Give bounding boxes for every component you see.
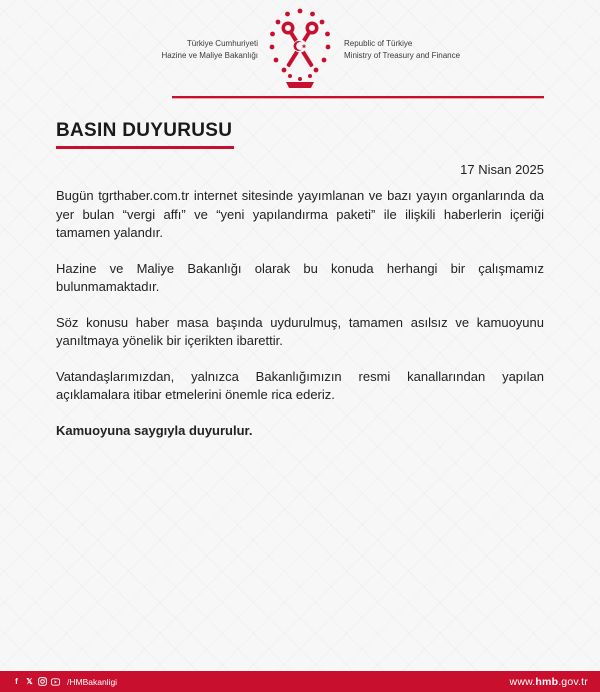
letterhead bbox=[0, 0, 600, 100]
ministry-emblem-icon bbox=[262, 6, 338, 90]
social-handle[interactable]: /HMBakanligi bbox=[67, 676, 118, 687]
website-suffix: .gov.tr bbox=[558, 675, 588, 688]
instagram-icon[interactable] bbox=[38, 677, 47, 686]
youtube-icon[interactable] bbox=[51, 677, 60, 686]
social-links bbox=[12, 671, 117, 692]
header-divider-shadow bbox=[172, 98, 544, 99]
paragraph-3: Söz konusu haber masa başında uydurulmuş, tamamen asılsız ve kamuoyunu yanıltmaya yönelik bir içerikten ibarettir. bbox=[56, 314, 544, 348]
paragraph-2: Hazine ve Maliye Bakanlığı olarak bu konuda herhangi bir çalışmamız bulunmamaktadır. bbox=[56, 260, 544, 294]
ministry-tr-line1: Türkiye Cumhuriyeti bbox=[186, 39, 258, 48]
ministry-name-turkish bbox=[58, 38, 258, 62]
website-link[interactable] bbox=[510, 671, 588, 692]
paragraph-1: Bugün tgrthaber.com.tr internet sitesinde yayımlanan ve bazı yayın organlarında da yer bulan “vergi affı” ve “yeni yapılandırma paketi” ile ilişkili haberlerin içeriği tamamen yalandır. bbox=[56, 188, 544, 240]
x-icon[interactable]: 𝕏 bbox=[26, 677, 33, 686]
facebook-icon[interactable]: f bbox=[15, 677, 18, 686]
announcement-body bbox=[56, 187, 544, 457]
website-prefix: www. bbox=[509, 675, 536, 688]
paragraph-4: Vatandaşlarımızdan, yalnızca Bakanlığımızın resmi kanallarından yapılan açıklamalara itibar etmelerini önemle rica ederiz. bbox=[56, 368, 544, 402]
ministry-en-line1: Republic of Türkiye bbox=[344, 39, 413, 48]
website-domain: hmb bbox=[535, 675, 559, 688]
ministry-name-english bbox=[344, 38, 544, 62]
closing-statement: Kamuoyuna saygıyla duyurulur. bbox=[56, 422, 253, 438]
document-date: 17 Nisan 2025 bbox=[460, 162, 544, 177]
ministry-en-line2: Ministry of Treasury and Finance bbox=[344, 51, 461, 60]
ministry-tr-line2: Hazine ve Maliye Bakanlığı bbox=[161, 51, 258, 60]
footer-bar bbox=[0, 671, 600, 692]
title-underline bbox=[56, 146, 234, 149]
document-title: BASIN DUYURUSU bbox=[56, 120, 233, 141]
